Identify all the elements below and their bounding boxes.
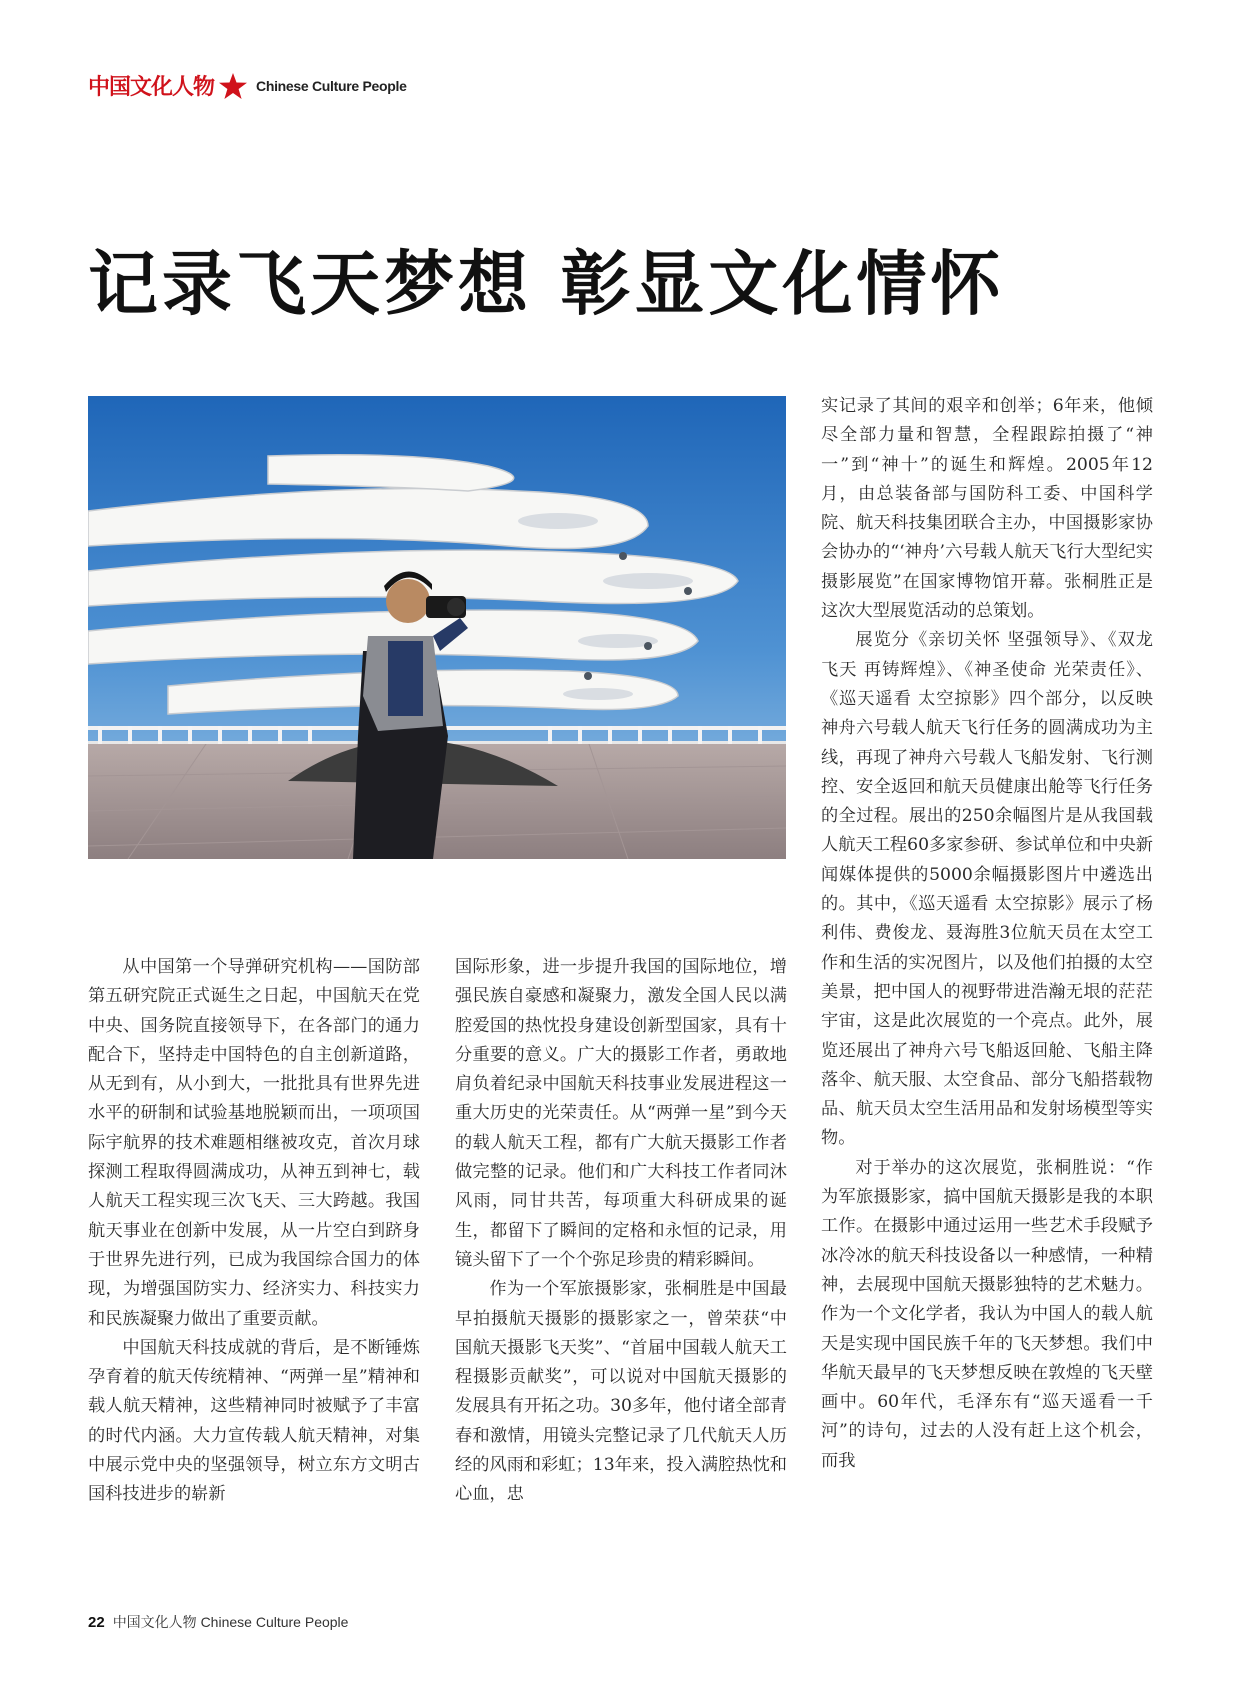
paragraph: 实记录了其间的艰辛和创举；6年来，他倾尽全部力量和智慧，全程跟踪拍摄了“神一”到“神十”的诞生和辉煌。2005年12月，由总装备部与国防科工委、中国科学院、航天科技集团联合主办，中国摄影家协会协办的“‘神舟’六号载人航天飞行大型纪实摄影展览”在国家博物馆开幕。张桐胜正是这次大型展览活动的总策划。	[821, 396, 1153, 622]
article-title: 记录飞天梦想 彰显文化情怀	[88, 242, 1005, 325]
photographer-photo	[88, 396, 786, 859]
paragraph: 作为一个军旅摄影家，张桐胜是中国最早拍摄航天摄影的摄影家之一，曾荣获“中国航天摄影飞天奖”、“首届中国载人航天工程摄影贡献奖”，可以说对中国航天摄影的发展具有开拓之功。30多年，他付诸全部青春和激情，用镜头完整记录了几代航天人历经的风雨和彩虹；13年来，投入满腔热忱和心血，忠	[455, 1279, 787, 1505]
magazine-header	[88, 70, 407, 101]
brand-english: Chinese Culture People	[256, 77, 407, 94]
article-column-2	[455, 953, 787, 1510]
paragraph: 展览分《亲切关怀 坚强领导》、《双龙飞天 再铸辉煌》、《神圣使命 光荣责任》、《巡天遥看 太空掠影》四个部分，以反映神舟六号载人航天飞行任务的圆满成功为主线，再现了神舟六号载人飞船发射、飞行测控、安全返回和航天员健康出舱等飞行任务的全过程。展出的250余幅图片是从我国载人航天工程60多家参研、参试单位和中央新闻媒体提供的5000余幅摄影图片中遴选出的。其中，《巡天遥看 太空掠影》展示了杨利伟、费俊龙、聂海胜3位航天员在太空工作和生活的实况图片，以及他们拍摄的太空美景，把中国人的视野带进浩瀚无垠的茫茫宇宙，这是此次展览的一个亮点。此外，展览还展出了神舟六号飞船返回舱、飞船主降落伞、航天服、太空食品、部分飞船搭载物品、航天员太空生活用品和发射场模型等实物。	[821, 630, 1153, 1149]
article-column-1	[88, 953, 420, 1510]
article-column-3	[821, 392, 1153, 1476]
page-number: 22	[88, 1614, 105, 1631]
paragraph: 从中国第一个导弹研究机构——国防部第五研究院正式诞生之日起，中国航天在党中央、国务院直接领导下，在各部门的通力配合下，坚持走中国特色的自主创新道路，从无到有，从小到大，一批批具有世界先进水平的研制和试验基地脱颖而出，一项项国际宇航界的技术难题相继被攻克，首次月球探测工程取得圆满成功，从神五到神七，载人航天工程实现三次飞天、三大跨越。我国航天事业在创新中发展，从一片空白到跻身于世界先进行列，已成为我国综合国力的体现，为增强国防实力、经济实力、科技实力和民族凝聚力做出了重要贡献。	[88, 957, 420, 1329]
photo-illustration	[88, 396, 786, 859]
brand-chinese: 中国文化人物	[88, 74, 215, 100]
red-star-icon	[218, 72, 248, 100]
paragraph: 国际形象，进一步提升我国的国际地位，增强民族自豪感和凝聚力，激发全国人民以满腔爱国的热忱投身建设创新型国家，具有十分重要的意义。广大的摄影工作者，勇敢地肩负着纪录中国航天科技事业发展进程这一重大历史的光荣责任。从“两弹一星”到今天的载人航天工程，都有广大航天摄影工作者做完整的记录。他们和广大科技工作者同沐风雨，同甘共苦，每项重大科研成果的诞生，都留下了瞬间的定格和永恒的记录，用镜头留下了一个个弥足珍贵的精彩瞬间。	[455, 957, 787, 1270]
paragraph: 对于举办的这次展览，张桐胜说：“作为军旅摄影家，搞中国航天摄影是我的本职工作。在摄影中通过运用一些艺术手段赋予冰冷冰的航天科技设备以一种感情，一种精神，去展现中国航天摄影独特的艺术魅力。作为一个文化学者，我认为中国人的载人航天是实现中国民族千年的飞天梦想。我们中华航天最早的飞天梦想反映在敦煌的飞天壁画中。60年代，毛泽东有“巡天遥看一千河”的诗句，过去的人没有赶上这个机会，而我	[821, 1157, 1153, 1471]
page-footer	[88, 1612, 348, 1632]
paragraph: 中国航天科技成就的背后，是不断锤炼孕育着的航天传统精神、“两弹一星”精神和载人航天精神，这些精神同时被赋予了丰富的时代内涵。大力宣传载人航天精神，对集中展示党中央的坚强领导，树立东方文明古国科技进步的崭新	[88, 1337, 420, 1505]
footer-publication: 中国文化人物 Chinese Culture People	[112, 1614, 349, 1630]
